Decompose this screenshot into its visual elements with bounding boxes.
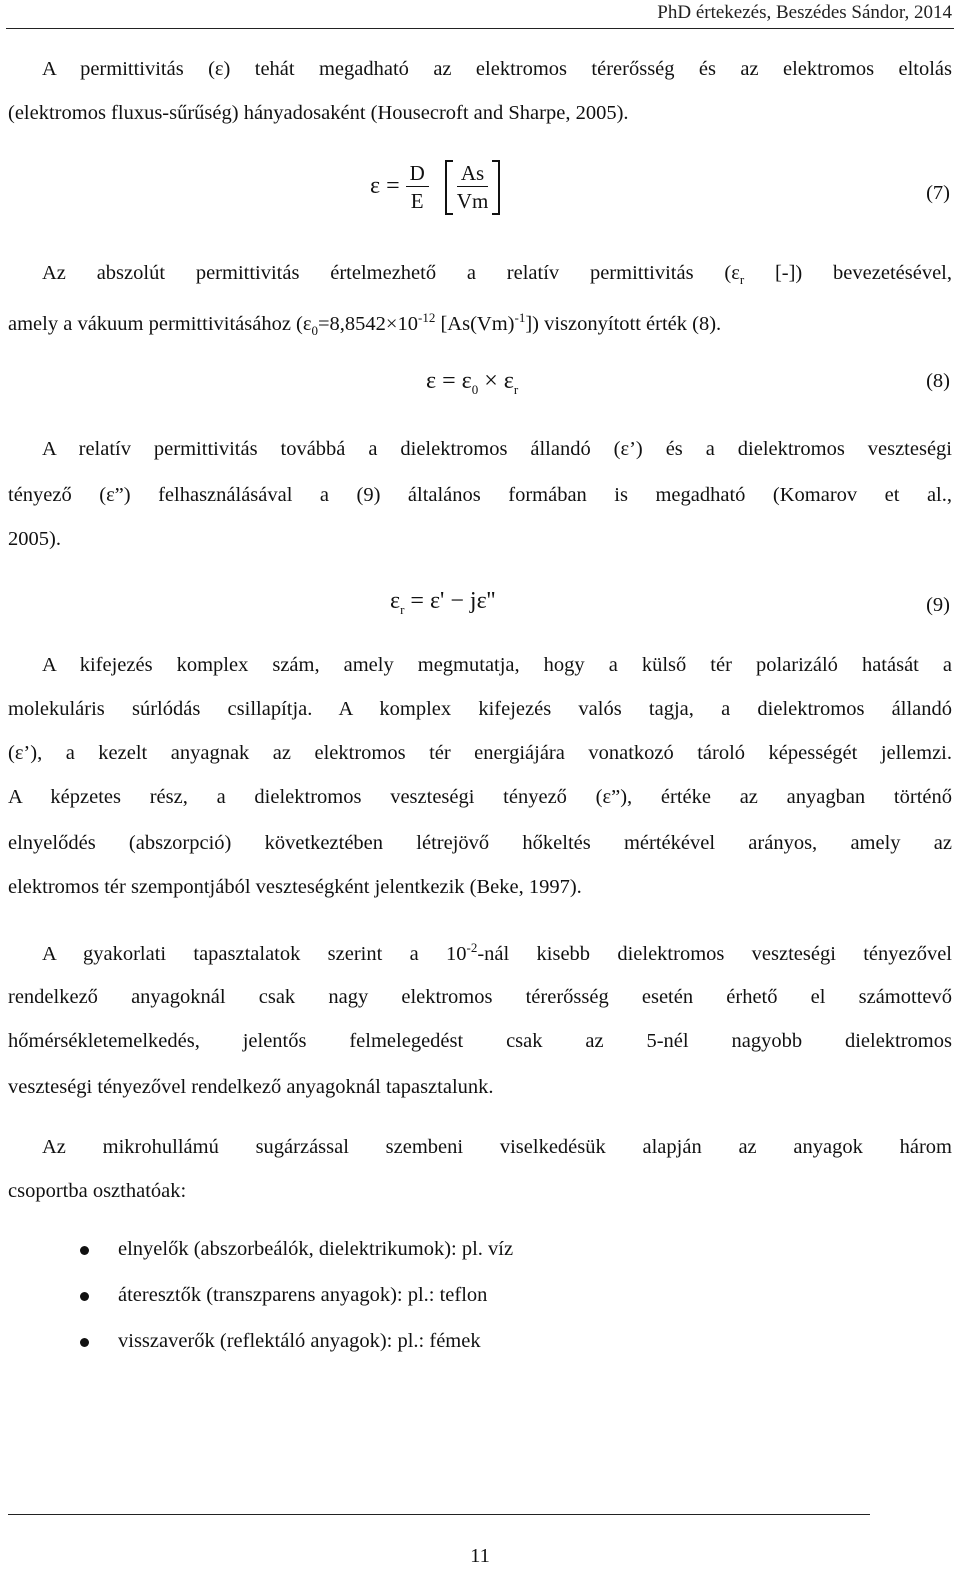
equation-8 [426, 368, 518, 398]
para4-line6: elektromos tér szempontjából veszteségként jelentkezik (Beke, 1997). [8, 876, 582, 898]
eq7-numerator: D [406, 160, 429, 187]
running-header: PhD értekezés, Beszédes Sándor, 2014 [657, 2, 952, 23]
eq7-denominator: E [410, 189, 424, 213]
para1-line2: (elektromos fluxus-sűrűség) hányadosaként (Housecroft and Sharpe, 2005). [8, 102, 629, 124]
para2-line1-end: [-]) bevezetésével, [744, 262, 952, 284]
eq7-unit-den: Vm [456, 189, 489, 213]
exp-12: -12 [418, 310, 436, 325]
header-rule [6, 28, 954, 29]
eps-r-sub: r [739, 272, 745, 288]
para1-line1: A permittivitás (ε) tehát megadható az elektromos térerősség és az elektromos eltolás [42, 58, 952, 80]
eq7-lhs: ε = [370, 173, 400, 200]
eq7-fraction [406, 160, 429, 215]
para5-line1-b: -nál kisebb dielektromos veszteségi tényezővel [477, 942, 952, 965]
eq7-unit-bracket [445, 160, 501, 215]
para2-line2 [8, 310, 952, 339]
para4-line2: molekuláris súrlódás csillapítja. A komplex kifejezés valós tagja, a dielektromos állandó [8, 698, 952, 720]
para5-line1-a: A gyakorlati tapasztalatok szerint a 10 [42, 942, 467, 965]
para3-line1: A relatív permittivitás továbbá a dielektromos állandó (ε’) és a dielektromos veszteségi [42, 438, 952, 460]
eps-0-sub: 0 [311, 322, 318, 338]
list-item: áteresztők (transzparens anyagok): pl.: teflon [118, 1284, 488, 1306]
para6-line2: csoportba oszthatóak: [8, 1180, 187, 1202]
para4-line3: (ε’), a kezelt anyagnak az elektromos tér energiájára vonatkozó tároló képességét jellemzi. [8, 742, 952, 764]
para5-line2: rendelkező anyagoknál csak nagy elektromos térerősség esetén érhető el számottevő [8, 986, 952, 1008]
para3-line3: 2005). [8, 528, 61, 550]
eq8-lhs: ε = ε [426, 368, 472, 394]
para4-line1: A kifejezés komplex szám, amely megmutatja, hogy a külső tér polarizáló hatását a [42, 654, 952, 676]
page-number: 11 [470, 1545, 490, 1567]
exp-1: -1 [514, 310, 526, 325]
para4-line5: elnyelődés (abszorpció) következtében létrejövő hőkeltés mértékével arányos, amely az [8, 832, 952, 854]
bullet-dot-icon [80, 1246, 89, 1255]
list-item: elnyelők (abszorbeálók, dielektrikumok): pl. víz [118, 1238, 514, 1260]
bullet-dot-icon [80, 1338, 89, 1347]
eq8-mid: × ε [478, 368, 514, 394]
exp-2: -2 [466, 940, 478, 955]
para5-line3: hőmérsékletemelkedés, jelentős felmelegedést csak az 5-nél nagyobb dielektromos [8, 1030, 952, 1052]
eq8-subr: r [513, 381, 519, 397]
para5-line4: veszteségi tényezővel rendelkező anyagoknál tapasztalunk. [8, 1076, 494, 1098]
footer-rule [8, 1514, 870, 1515]
para2-line2-b: =8,8542×10 [318, 312, 418, 335]
eq8-sub0: 0 [471, 381, 479, 397]
para2-line2-a: amely a vákuum permittivitásához (ε [8, 312, 312, 335]
eq9-rhs: = ε' − jε'' [404, 588, 496, 614]
eq9-lhs: ε [390, 588, 401, 614]
eq9-sub: r [400, 601, 405, 617]
para2-line1-a: Az abszolút permittivitás értelmezhető a relatív permittivitás (ε [42, 262, 740, 284]
para6-line1: Az mikrohullámú sugárzással szembeni viselkedésük alapján az anyagok három [42, 1136, 952, 1158]
equation-9 [390, 588, 495, 618]
bullet-dot-icon [80, 1292, 89, 1301]
list-item: visszaverők (reflektáló anyagok): pl.: fémek [118, 1330, 481, 1352]
para4-line4: A képzetes rész, a dielektromos veszteségi tényező (ε”), értéke az anyagban történő [8, 786, 952, 808]
para3-line2: tényező (ε”) felhasználásával a (9) általános formában is megadható (Komarov et al., [8, 484, 952, 506]
eq7-unit [457, 160, 489, 215]
equation-7 [370, 160, 500, 215]
para2-line2-d: ]) viszonyított érték (8). [525, 312, 722, 335]
eq9-number: (9) [926, 594, 950, 616]
para2-line2-c: [As(Vm) [435, 312, 515, 335]
eq7-number: (7) [926, 182, 950, 204]
para2-line1 [8, 262, 952, 288]
eq8-number: (8) [926, 370, 950, 392]
eq7-unit-num: As [457, 160, 489, 187]
para5-line1 [8, 940, 952, 966]
